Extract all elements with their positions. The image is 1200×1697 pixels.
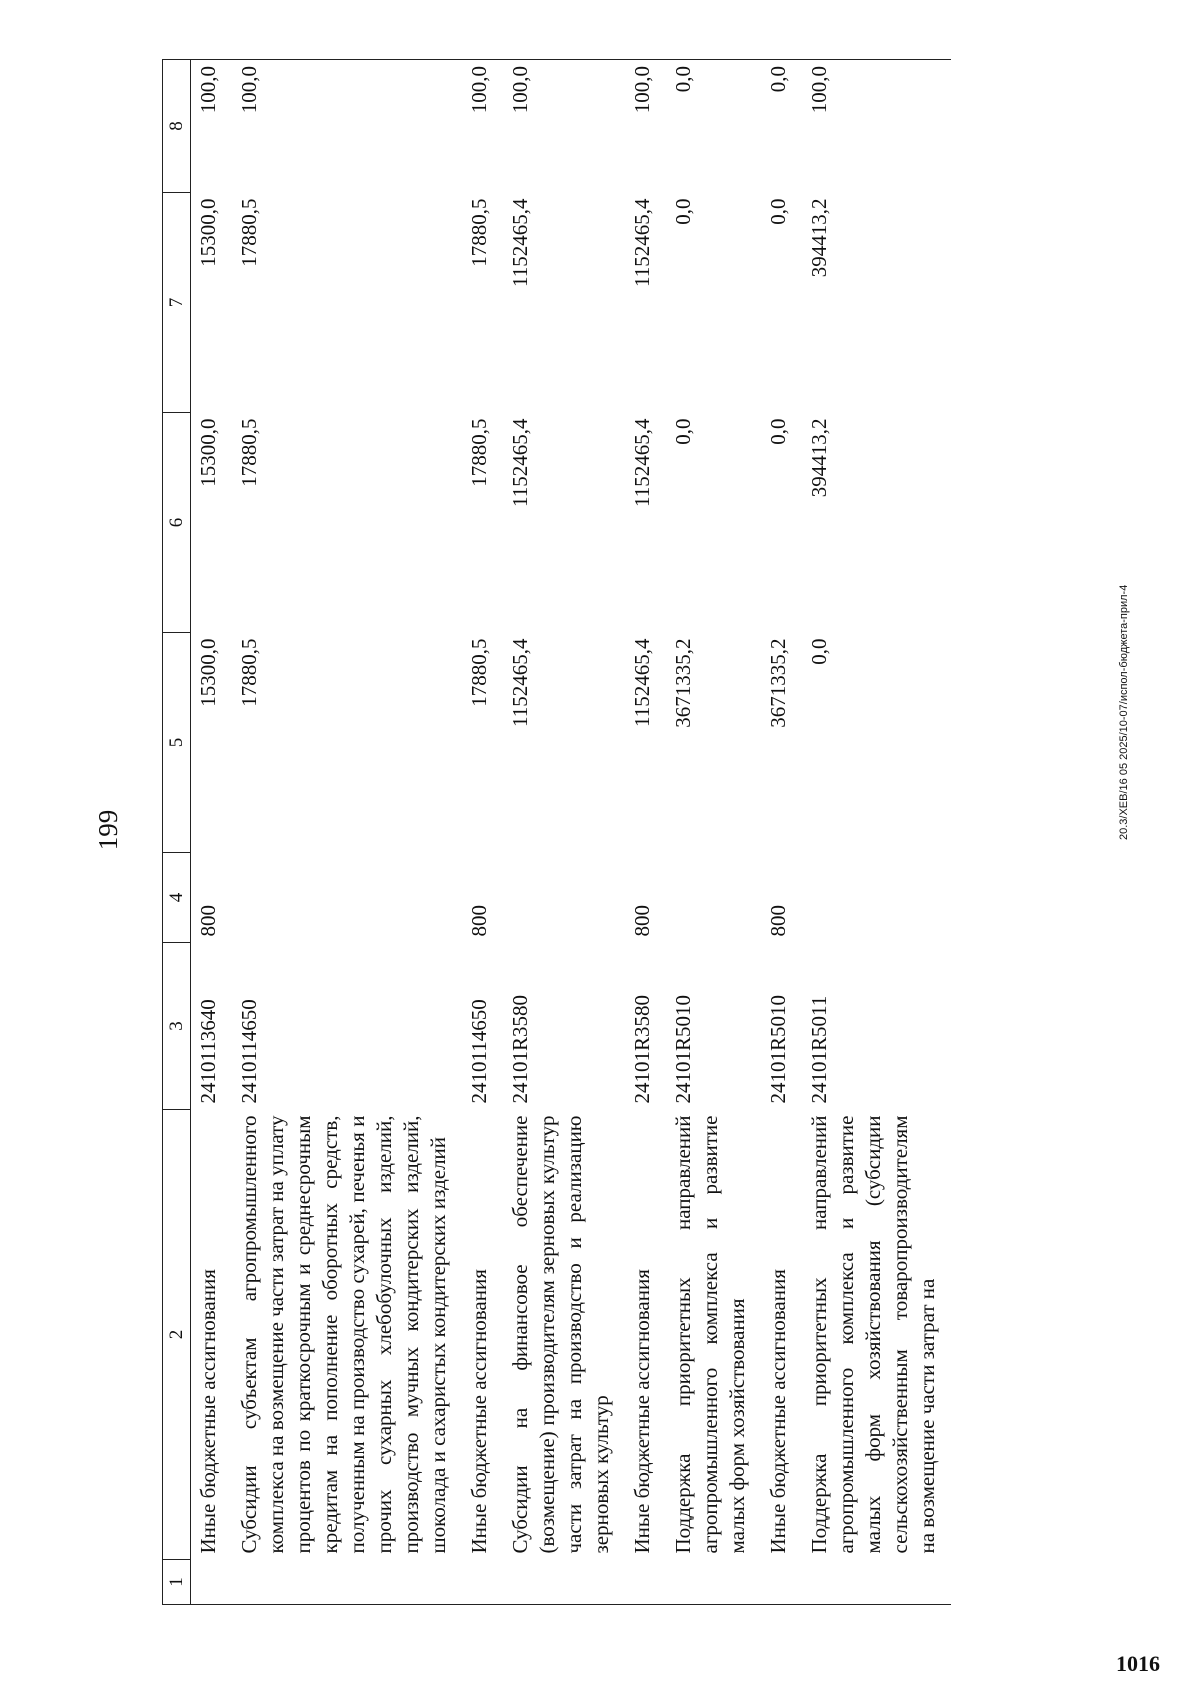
expense-type: 800 — [766, 905, 790, 937]
expense-type — [503, 853, 625, 943]
percent-col8: 100,0 — [191, 60, 233, 193]
row-number-cell — [625, 1560, 666, 1605]
header-cell: 6 — [163, 413, 191, 633]
value-col6: 17880,5 — [467, 418, 491, 487]
footer-document-code: 20.3/ХЕВ/16 05 2025/10-07/испол-бюджета-прил-4 — [1118, 584, 1130, 840]
target-code: 24101R3580 — [508, 994, 532, 1104]
header-cell: 5 — [163, 633, 191, 853]
value-col7: 1152465,4 — [630, 198, 654, 287]
expense-type: 800 — [191, 853, 233, 943]
item-name: Иные бюджетные ассигнования — [467, 1269, 491, 1554]
item-name: Субсидии субъектам агропромышленного комплекса на возмещение части затрат на уплату процентов по краткосрочным и среднесрочным кредитам на пополнение оборотных средств, полученным на производство сухарей, печенья и прочих сухарных хлебобулочных изделий, производство мучных кондитерских изделий, шоколада и сахаристых кондитерских изделий — [237, 1115, 450, 1554]
value-col7: 1152465,4 — [508, 198, 532, 287]
row-number-cell — [503, 1560, 625, 1605]
target-code: 2410114650 — [467, 999, 491, 1104]
value-col7: 15300,0 — [191, 193, 233, 413]
header-row — [163, 60, 191, 1605]
target-code: 24101R3580 — [630, 994, 654, 1104]
percent-col8: 0,0 — [761, 60, 802, 193]
table-row — [232, 60, 462, 1605]
percent-col8: 100,0 — [625, 60, 666, 193]
value-col7: 394413,2 — [807, 198, 831, 278]
value-col5: 3671335,2 — [766, 638, 790, 728]
value-col5: 17880,5 — [237, 638, 261, 707]
expense-type — [232, 853, 462, 943]
percent-col8: 100,0 — [802, 60, 951, 193]
value-col5: 1152465,4 — [630, 638, 654, 727]
header-cell: 8 — [163, 60, 191, 193]
table-row — [191, 60, 233, 1605]
value-col7: 0,0 — [766, 198, 790, 225]
percent-col8: 0,0 — [666, 60, 761, 193]
value-col6: 394413,2 — [807, 418, 831, 498]
value-col5: 1152465,4 — [508, 638, 532, 727]
header-cell: 3 — [163, 943, 191, 1110]
target-code: 24101R5011 — [807, 995, 831, 1104]
row-number-cell — [191, 1560, 233, 1605]
target-code: 2410114650 — [237, 999, 261, 1104]
header-cell: 2 — [163, 1110, 191, 1560]
target-code: 24101R5010 — [671, 994, 695, 1104]
value-col7: 0,0 — [671, 198, 695, 225]
value-col6: 1152465,4 — [630, 418, 654, 507]
budget-table — [162, 59, 951, 1605]
value-col6: 17880,5 — [237, 418, 261, 487]
item-name: Субсидии на финансовое обеспечение (возмещение) производителям зерновых культур части затрат на производство и реализацию зерновых культур — [508, 1115, 613, 1554]
value-col5: 3671335,2 — [671, 638, 695, 728]
value-col5: 17880,5 — [467, 638, 491, 707]
item-name: Иные бюджетные ассигнования — [191, 1110, 233, 1560]
item-name: Поддержка приоритетных направлений агропромышленного комплекса и развитие малых форм хозяйствования (субсидии сельскохозяйственным товаропроизводителям на возмещение части затрат на — [807, 1115, 939, 1554]
row-number-cell — [462, 1560, 503, 1605]
value-col7: 17880,5 — [237, 198, 261, 267]
expense-type: 800 — [630, 905, 654, 937]
header-cell: 1 — [163, 1560, 191, 1605]
row-number-cell — [761, 1560, 802, 1605]
value-col5: 15300,0 — [191, 633, 233, 853]
expense-type — [666, 853, 761, 943]
table-row — [761, 60, 802, 1605]
table-row — [503, 60, 625, 1605]
row-number-cell — [232, 1560, 462, 1605]
expense-type — [802, 853, 951, 943]
rotated-page — [80, 20, 1140, 1640]
row-number-cell — [802, 1560, 951, 1605]
table-row — [666, 60, 761, 1605]
target-code: 2410113640 — [191, 943, 233, 1110]
item-name: Иные бюджетные ассигнования — [630, 1269, 654, 1554]
value-col7: 17880,5 — [467, 198, 491, 267]
value-col6: 1152465,4 — [508, 418, 532, 507]
value-col6: 0,0 — [671, 418, 695, 445]
expense-type: 800 — [467, 905, 491, 937]
value-col6: 0,0 — [766, 418, 790, 445]
value-col6: 15300,0 — [191, 413, 233, 633]
item-name: Поддержка приоритетных направлений агропромышленного комплекса и развитие малых форм хозяйствования — [671, 1115, 749, 1554]
table-row — [802, 60, 951, 1605]
percent-col8: 100,0 — [462, 60, 503, 193]
sheet-number: 1016 — [1116, 1651, 1160, 1676]
percent-col8: 100,0 — [503, 60, 625, 193]
table-row — [625, 60, 666, 1605]
item-name: Иные бюджетные ассигнования — [766, 1269, 790, 1554]
header-cell: 4 — [163, 853, 191, 943]
row-number-cell — [666, 1560, 761, 1605]
percent-col8: 100,0 — [232, 60, 462, 193]
table-row — [462, 60, 503, 1605]
page-number: 199 — [93, 809, 123, 851]
header-cell: 7 — [163, 193, 191, 413]
target-code: 24101R5010 — [766, 994, 790, 1104]
value-col5: 0,0 — [807, 638, 831, 665]
